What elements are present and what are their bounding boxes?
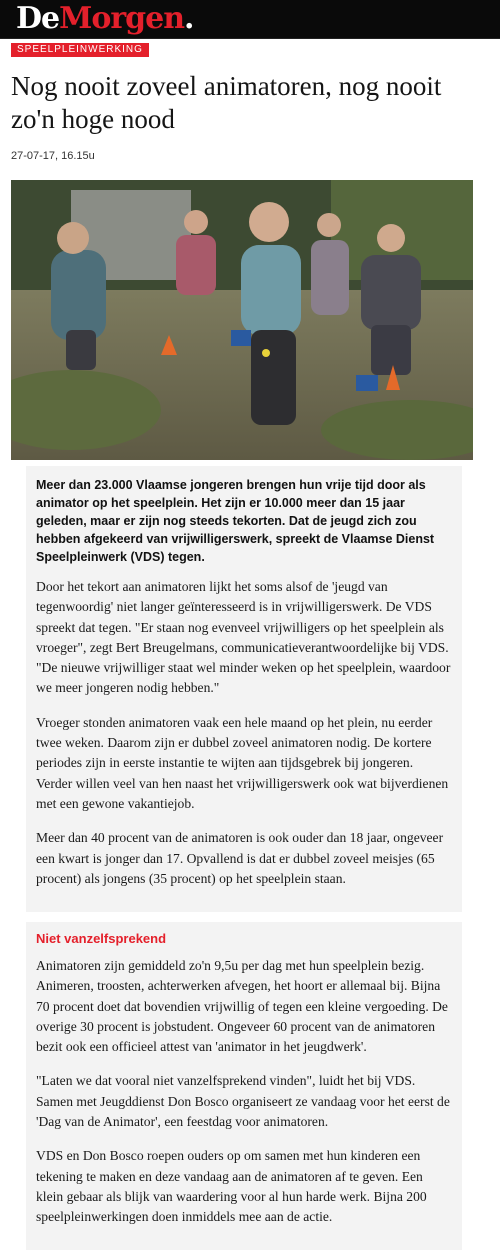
paragraph: Door het tekort aan animatoren lijkt het soms alsof de 'jeugd van tegenwoordig' niet langer geïnteresseerd is in vrijwilligerswerk. De VDS spreekt dat tegen. "Er staan nog evenveel vrijwilligers op het speelplein als vroeger", zegt Bert Breugelmans, communicatieverantwoordelijke bij VDS. "De nieuwe vrijwilliger staat wel minder weken op het speelplein, waardoor we meer jongeren nodig hebben.": [36, 579, 451, 696]
article-body-panel: [26, 466, 462, 912]
masthead: [0, 0, 500, 39]
article-photo: [11, 180, 473, 460]
section-subhead: Niet vanzelfsprekend: [36, 931, 167, 946]
paragraph: Animatoren zijn gemiddeld zo'n 9,5u per dag met hun speelplein bezig. Animeren, troosten, achterwerken afvegen, het hoort er allemaal bij. Bijna 70 procent doet dat bovendien vrijwillig of tegen een kleine vergoeding. De overige 30 procent is jobstudent. Ongeveer 60 procent van de animatoren bezit ook een officieel attest van 'animator in het jeugdwerk'.: [36, 958, 448, 1055]
article-section-panel: [26, 922, 462, 1250]
paragraph: Vroeger stonden animatoren vaak een hele maand op het plein, nu eerder twee weken. Daarom zijn er dubbel zoveel animatoren nodig. De kortere periodes zijn in eerste instantie te wijten aan tijdsgebrek bij jongeren. Verder willen veel van hen naast het vrijwilligerswerk ook wat bijverdienen met een gewone vakantiejob.: [36, 714, 449, 811]
paragraph: "Laten we dat vooral niet vanzelfsprekend vinden", luidt het bij VDS. Samen met Jeugddienst Don Bosco organiseert ze vandaag voor het eerst de 'Dag van de Animator', een feestdag voor animatoren.: [36, 1073, 450, 1130]
section-tag[interactable]: SPEELPLEINWERKING: [11, 43, 149, 57]
article-intro: Meer dan 23.000 Vlaamse jongeren brengen hun vrije tijd door als animator op het speelplein. Het zijn er 10.000 meer dan 15 jaar geleden, maar er zijn nog steeds tekorten. Dat de jeugd zich zou hebben afgekeerd van vrijwilligerswerk, spreekt de Vlaamse Dienst Speelpleinwerk (VDS) tegen.: [36, 478, 435, 564]
paragraph: Meer dan 40 procent van de animatoren is ook ouder dan 18 jaar, ongeveer een kwart is jonger dan 17. Opvallend is dat er dubbel zoveel meisjes (65 procent) als jongens (35 procent) op het speelplein staan.: [36, 830, 444, 886]
article-date: 27-07-17, 16.15u: [11, 150, 95, 162]
site-logo[interactable]: DeMorgen.: [16, 1, 194, 36]
paragraph: VDS en Don Bosco roepen ouders op om samen met hun kinderen een tekening te maken en deze vandaag aan de animatoren af te geven. Een klein gebaar als blijk van waardering voor al hun harde werk. Bijna 200 speelpleinwerkingen doen inmiddels mee aan de actie.: [36, 1148, 427, 1225]
article-headline: Nog nooit zoveel animatoren, nog nooit zo'n hoge nood: [11, 71, 442, 134]
